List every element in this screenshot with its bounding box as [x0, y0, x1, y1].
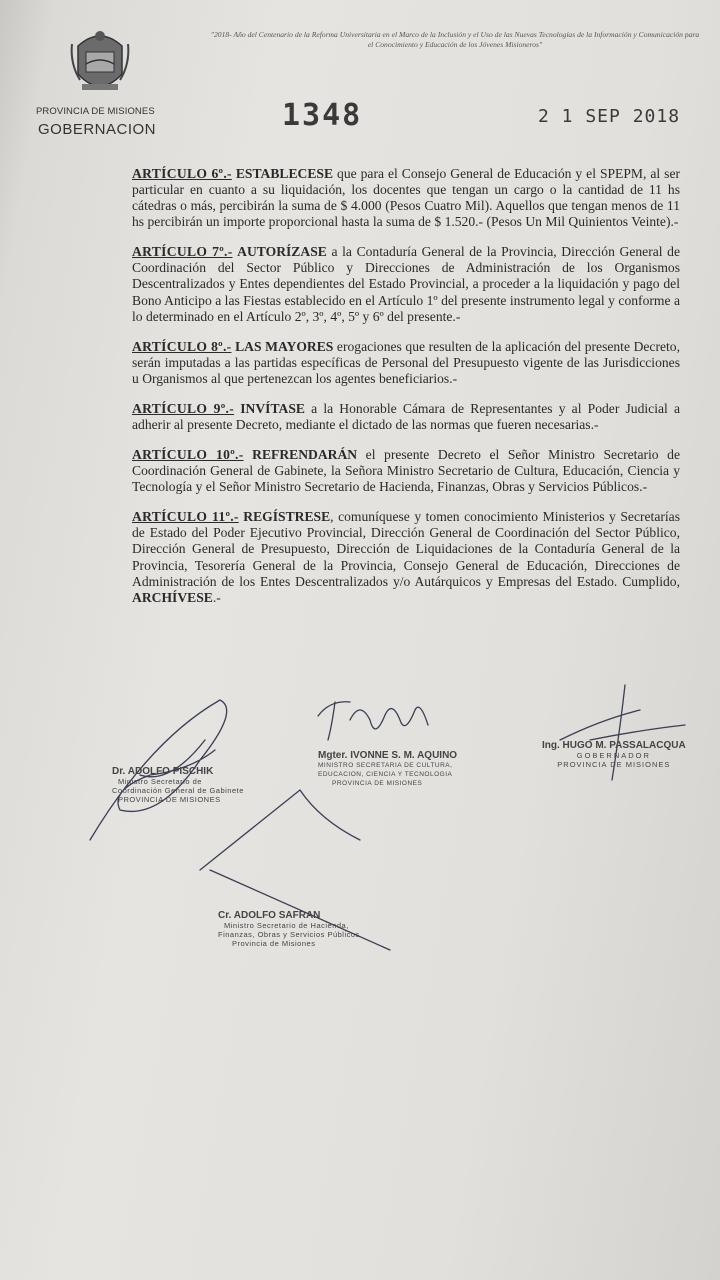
article-verb: LAS MAYORES	[235, 338, 334, 354]
article-8	[132, 339, 680, 388]
signatory-role: Ministro Secretario de Hacienda,	[224, 921, 349, 930]
aquino-signature	[318, 702, 428, 740]
article-10	[132, 447, 680, 496]
decree-body	[132, 152, 680, 616]
article-closing: ARCHÍVESE	[132, 590, 213, 606]
signatory-role: Coordinación General de Gabinete	[112, 786, 244, 795]
decree-date: 2 1 SEP 2018	[538, 106, 681, 127]
signatory-province: PROVINCIA DE MISIONES	[332, 780, 423, 787]
decree-number: 1348	[282, 98, 363, 133]
signatory-name: Mgter. IVONNE S. M. AQUINO	[318, 750, 458, 761]
article-text: a la Honorable Cámara de Representantes y al Poder Judicial a adherir al presente Decreto, mediante el dictado de las normas que fueren necesarias.-	[132, 400, 680, 433]
article-text: el presente Decreto el Señor Ministro Secretario de Coordinación General de Gabinete, la Señora Ministro Secretario de Cultura, Educación, Ciencia y Tecnología y el Señor Ministro Secretario de Hacienda, Finanzas, Obras y Servicios Públicos.-	[132, 446, 680, 495]
article-heading: ARTÍCULO 10º.-	[132, 446, 244, 462]
article-text: , comuníquese y tomen conocimiento Ministerios y Secretarías de Estado del Poder Ejecutivo Provincial, Dirección General de Coordinación del Sector Público, Dirección General de Presupuesto, Dirección de Liquidaciones de la Contaduría General de la Provincia, Tesorería General de la Provincia, Consejo General de Educación, Direcciones de Administración de los Entes Descentralizados y/o Autárquicos y Empresas del Estado. Cumplido,	[132, 509, 680, 589]
article-text: erogaciones que resulten de la aplicación del presente Decreto, serán imputadas a las partidas específicas de Personal del Presupuesto vigente de las Jurisdicciones u Organismos al que pertenezcan los agentes beneficiarios.-	[132, 338, 680, 387]
provincial-seal-icon	[68, 24, 132, 98]
signatory-province: Provincia de Misiones	[232, 939, 316, 948]
signatory-name: Dr. ADOLFO PISCHIK	[112, 766, 214, 777]
article-heading: ARTÍCULO 9º.-	[132, 400, 235, 416]
article-6	[132, 166, 680, 231]
handwritten-signatures	[0, 680, 720, 980]
signature-block-pischik	[112, 766, 244, 804]
signatory-role: GOBERNADOR	[576, 751, 651, 760]
article-9	[132, 401, 680, 433]
signatory-province: PROVINCIA DE MISIONES	[557, 760, 671, 769]
signature-block-aquino	[318, 750, 457, 788]
article-7	[132, 244, 680, 325]
article-heading: ARTÍCULO 7º.-	[132, 244, 233, 259]
office-label: GOBERNACION	[38, 121, 157, 138]
article-closing-suffix: .-	[212, 590, 221, 606]
article-text: que para el Consejo General de Educación y el SPEPM, al ser particular en cuanto a su liquidación, los docentes que tengan un cargo o la cantidad de 11 hs cátedras o más, percibirán la suma de $ 4.000 (Pesos Cuatro Mil). Aquellos que tengan menos de 11 hs percibirán un importe proporcional hasta la suma de $ 1.520.- (Pesos Un Mil Quinientos Veinte).-	[132, 165, 681, 230]
signatory-role: Ministro Secretario de	[118, 777, 202, 786]
signatory-name: Ing. HUGO M. PASSALACQUA	[542, 740, 686, 751]
signatory-role: MINISTRO SECRETARIA DE CULTURA,	[318, 762, 453, 769]
signatory-role: Finanzas, Obras y Servicios Públicos	[218, 930, 360, 939]
article-heading: ARTÍCULO 6º.-	[132, 165, 232, 181]
signatory-name: Cr. ADOLFO SAFRAN	[218, 910, 321, 921]
signature-block-safran	[218, 910, 360, 948]
article-verb: INVÍTASE	[240, 400, 305, 416]
article-verb: ESTABLECESE	[235, 165, 334, 181]
signatory-province: PROVINCIA DE MISIONES	[118, 795, 221, 804]
signatory-role: EDUCACION, CIENCIA Y TECNOLOGIA	[318, 771, 453, 778]
province-label: PROVINCIA DE MISIONES	[36, 106, 155, 117]
article-11	[132, 509, 680, 606]
article-verb: AUTORÍZASE	[237, 244, 327, 259]
year-motto: "2018- Año del Centenario de la Reforma Universitaria en el Marco de la Inclusión y el Uso de las Nuevas Tecnologías de la Información y Comunicación para el Conocimiento y Educación de los Jóvenes Misioneros"	[210, 30, 700, 49]
article-heading: ARTÍCULO 11º.-	[132, 509, 239, 525]
signature-block-passalacqua	[542, 740, 686, 769]
article-verb: REGÍSTRESE	[243, 509, 331, 525]
article-text: a la Contaduría General de la Provincia, Dirección General de Coordinación del Sector Público y Direcciones de Administración de los Organismos Descentralizados y Entes dependientes del Estado Provincial, a proceder a la liquidación y pago del Bono Anticipo a las Fiestas establecido en el Artículo 1º del presente instrumento legal y conforme a lo determinado en el Artículo 2º, 3º, 4º, 5º y 6º del presente.-	[132, 244, 680, 324]
article-heading: ARTÍCULO 8º.-	[132, 338, 232, 354]
article-verb: REFRENDARÁN	[252, 446, 358, 462]
